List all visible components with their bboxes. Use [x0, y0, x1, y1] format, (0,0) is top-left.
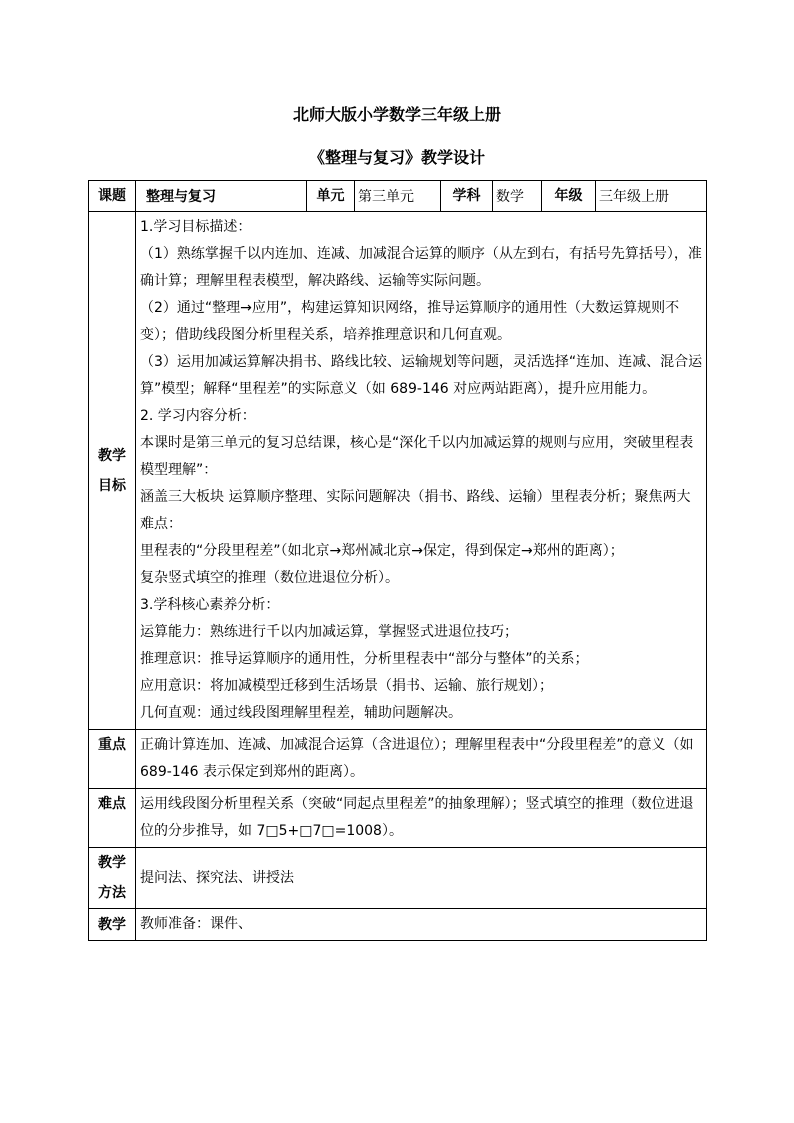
key-points-row: [89, 730, 707, 789]
objective-line: 2. 学习内容分析：: [140, 408, 256, 424]
objective-line: 几何直观：通过线段图理解里程差，辅助问题解决。: [140, 705, 462, 721]
objectives-content: [136, 212, 707, 730]
methods-row: [89, 848, 707, 909]
subject-value: 数学: [493, 181, 542, 212]
objectives-label: [89, 212, 136, 730]
objectives-row: [89, 212, 707, 730]
methods-label-line1: 教学: [98, 855, 126, 871]
difficulties-label: 难点: [89, 789, 136, 848]
objective-line: （1）熟练掌握千以内连加、连减、加减混合运算的顺序（从左到右，有括号先算括号），准确计算；理解里程表模型，解决路线、运输等实际问题。: [140, 246, 702, 289]
objective-line: 复杂竖式填空的推理（数位进退位分析）。: [140, 570, 399, 586]
objective-line: 1.学习目标描述：: [140, 219, 252, 235]
objective-line: 涵盖三大板块 运算顺序整理、实际问题解决（捐书、路线、运输）里程表分析；聚焦两大难点：: [140, 489, 691, 532]
methods-content: 提问法、探究法、讲授法: [136, 848, 707, 909]
document-title: 北师大版小学数学三年级上册: [292, 105, 501, 124]
key-points-label: 重点: [89, 730, 136, 789]
difficulties-row: [89, 789, 707, 848]
lesson-plan-table: [88, 180, 707, 941]
document-subtitle: 《整理与复习》教学设计: [308, 148, 485, 167]
objectives-label-line1: 教学: [98, 447, 126, 464]
header-row: [89, 181, 707, 212]
grade-label: 年级: [542, 181, 596, 212]
topic-value: 整理与复习: [136, 181, 307, 212]
objective-line: 里程表的“分段里程差”（如北京→郑州减北京→保定，得到保定→郑州的距离）；: [140, 543, 624, 559]
objective-line: 应用意识：将加减模型迁移到生活场景（捐书、运输、旅行规划）；: [140, 678, 553, 694]
objectives-label-line2: 目标: [98, 477, 126, 494]
preparation-content: 教师准备：课件、: [136, 909, 707, 941]
objective-line: 运算能力：熟练进行千以内加减运算，掌握竖式进退位技巧；: [140, 624, 518, 640]
methods-label-line2: 方法: [98, 885, 126, 901]
subject-label: 学科: [441, 181, 493, 212]
unit-label: 单元: [307, 181, 355, 212]
preparation-row: [89, 909, 707, 941]
preparation-label: 教学: [89, 909, 136, 941]
topic-label: 课题: [89, 181, 136, 212]
objective-line: 3.学科核心素养分析：: [140, 597, 280, 613]
objective-line: （3）运用加减运算解决捐书、路线比较、运输规划等问题，灵活选择“连加、连减、混合运算”模型；解释“里程差”的实际意义（如 689-146 对应两站距离），提升应用能力。: [140, 354, 703, 397]
unit-value: 第三单元: [355, 181, 441, 212]
objective-line: 推理意识：推导运算顺序的通用性，分析里程表中“部分与整体”的关系；: [140, 651, 589, 667]
key-points-content: 正确计算连加、连减、加减混合运算（含进退位）；理解里程表中“分段里程差”的意义（如 689-146 表示保定到郑州的距离）。: [136, 730, 707, 789]
objective-line: （2）通过“整理→应用”，构建运算知识网络，推导运算顺序的通用性（大数运算规则不变）；借助线段图分析里程关系，培养推理意识和几何直观。: [140, 300, 680, 343]
grade-value: 三年级上册: [596, 181, 707, 212]
difficulties-content: 运用线段图分析里程关系（突破“同起点里程差”的抽象理解）；竖式填空的推理（数位进退位的分步推导，如 7□5+□7□=1008）。: [136, 789, 707, 848]
objective-line: 本课时是第三单元的复习总结课，核心是“深化千以内加减运算的规则与应用，突破里程表模型理解”：: [140, 435, 694, 478]
methods-label: [89, 848, 136, 909]
